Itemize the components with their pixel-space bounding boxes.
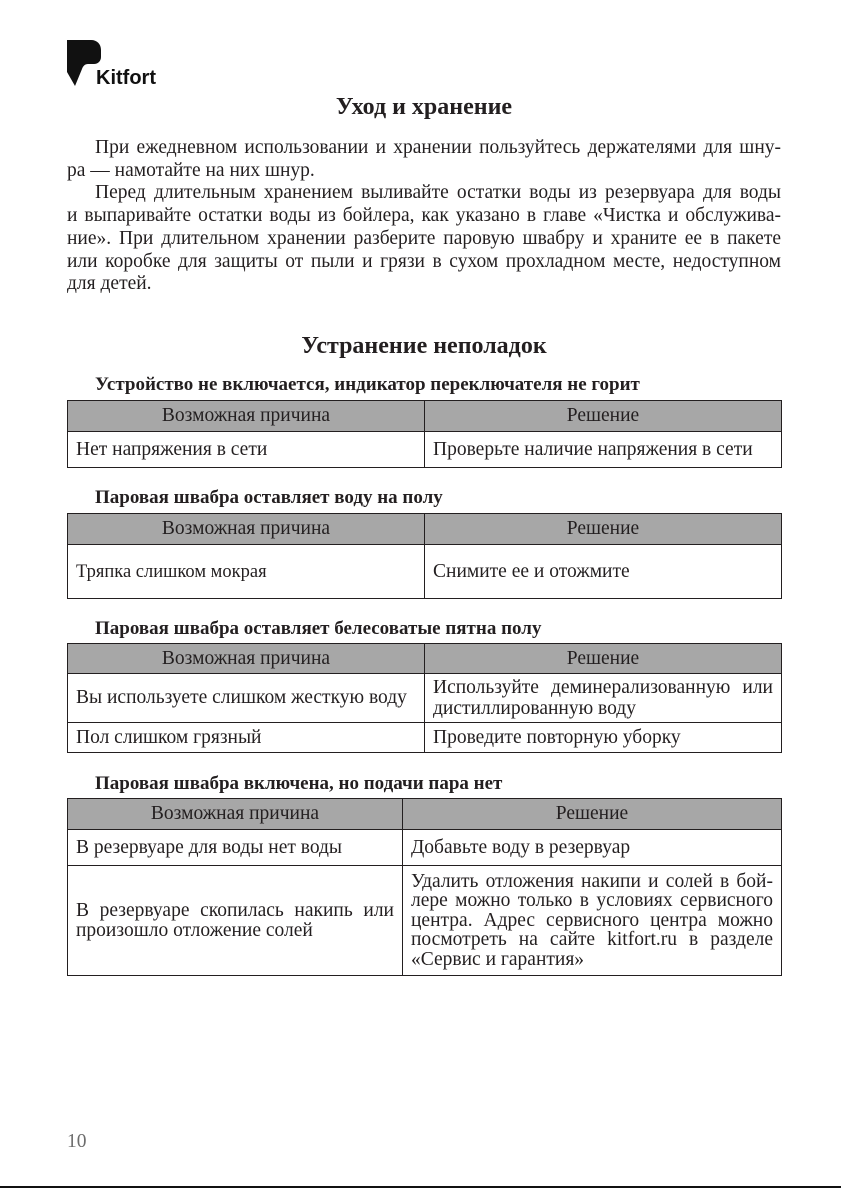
problem-heading: Паровая швабра включена, но подачи пара нет: [95, 773, 503, 794]
paragraph-line: или коробке для защиты от пыли и грязи в сухом прохладном месте, недоступном: [67, 250, 781, 272]
troubleshooting-table: [67, 798, 782, 976]
column-header-cause: Возможная причина: [68, 401, 425, 432]
cause-cell: [68, 674, 425, 723]
cause-cell: [68, 432, 425, 468]
solution-line: Снимите ее и отожмите: [433, 560, 630, 582]
problem-heading: Устройство не включается, индикатор переключателя не горит: [95, 374, 640, 395]
cause-line: Вы используете слишком жесткую воду: [76, 687, 407, 708]
troubleshooting-table: [67, 643, 782, 753]
cause-line: В резервуаре скопилась накипь или: [76, 899, 394, 921]
paragraph-line: ние». При длительном хранении разберите паровую швабру и храните ее в пакете: [67, 227, 781, 249]
table-row: [68, 723, 782, 753]
cause-cell: [68, 830, 403, 866]
solution-line: центра. Адрес сервисного центра можно: [411, 909, 773, 931]
solution-line: дистиллированную воду: [433, 698, 636, 719]
solution-cell: [403, 866, 782, 976]
solution-cell: [425, 723, 782, 753]
brand-name: Kitfort: [96, 67, 156, 89]
solution-line: Удалить отложения накипи и солей в бой-: [411, 870, 773, 892]
column-header-solution: Решение: [425, 514, 782, 545]
solution-line: посмотреть на сайте kitfort.ru в разделе: [411, 929, 773, 951]
solution-line: Проверьте наличие напряжения в сети: [433, 438, 753, 460]
table-header-row: [68, 401, 782, 432]
column-header-cause: Возможная причина: [68, 799, 403, 830]
problem-heading: Паровая швабра оставляет белесоватые пятна полу: [95, 618, 542, 639]
table-row: [68, 432, 782, 468]
solution-line: лере можно только в условиях сервисного: [411, 890, 773, 912]
column-header-cause: Возможная причина: [68, 514, 425, 545]
column-header-solution: Решение: [425, 401, 782, 432]
page-number: 10: [67, 1131, 87, 1152]
solution-cell: [403, 830, 782, 866]
cause-cell: [68, 866, 403, 976]
table-row: [68, 674, 782, 723]
page-bottom-rule: [0, 1186, 841, 1188]
solution-cell: [425, 545, 782, 599]
column-header-solution: Решение: [425, 644, 782, 674]
cause-line: В резервуаре для воды нет воды: [76, 836, 343, 858]
section-title-troubleshooting: Устранение неполадок: [301, 333, 547, 359]
cause-cell: [68, 723, 425, 753]
table-header-row: [68, 514, 782, 545]
paragraph-line: Перед длительным хранением выливайте остатки воды из резервуара для воды: [95, 182, 781, 204]
solution-line: Добавьте воду в резервуар: [411, 836, 631, 858]
paragraph-line: При ежедневном использовании и хранении пользуйтесь держателями для шну-: [95, 137, 781, 158]
solution-line: Проведите повторную уборку: [433, 726, 681, 748]
column-header-solution: Решение: [403, 799, 782, 830]
paragraph-line: ра — намотайте на них шнур.: [67, 159, 315, 181]
cause-line: Нет напряжения в сети: [76, 438, 268, 460]
cause-line: Пол слишком грязный: [76, 726, 262, 748]
paragraph-line: для детей.: [67, 273, 152, 295]
cause-cell: [68, 545, 425, 599]
care-text: [67, 137, 781, 296]
cause-line: произошло отложение солей: [76, 919, 313, 941]
section-title-care: Уход и хранение: [335, 94, 513, 120]
paragraph-line: и выпаривайте остатки воды из бойлера, как указано в главе «Чистка и обслужива-: [67, 205, 781, 227]
solution-cell: [425, 674, 782, 723]
solution-cell: [425, 432, 782, 468]
table-row: [68, 830, 782, 866]
solution-line: Используйте деминерализованную или: [433, 677, 773, 698]
problem-heading: Паровая швабра оставляет воду на полу: [95, 487, 443, 508]
table-header-row: [68, 644, 782, 674]
cause-line: Тряпка слишком мокрая: [76, 561, 267, 582]
table-row: [68, 866, 782, 976]
column-header-cause: Возможная причина: [68, 644, 425, 674]
table-row: [68, 545, 782, 599]
troubleshooting-table: [67, 400, 782, 468]
troubleshooting-table: [67, 513, 782, 599]
solution-line: «Сервис и гарантия»: [411, 948, 585, 970]
table-header-row: [68, 799, 782, 830]
